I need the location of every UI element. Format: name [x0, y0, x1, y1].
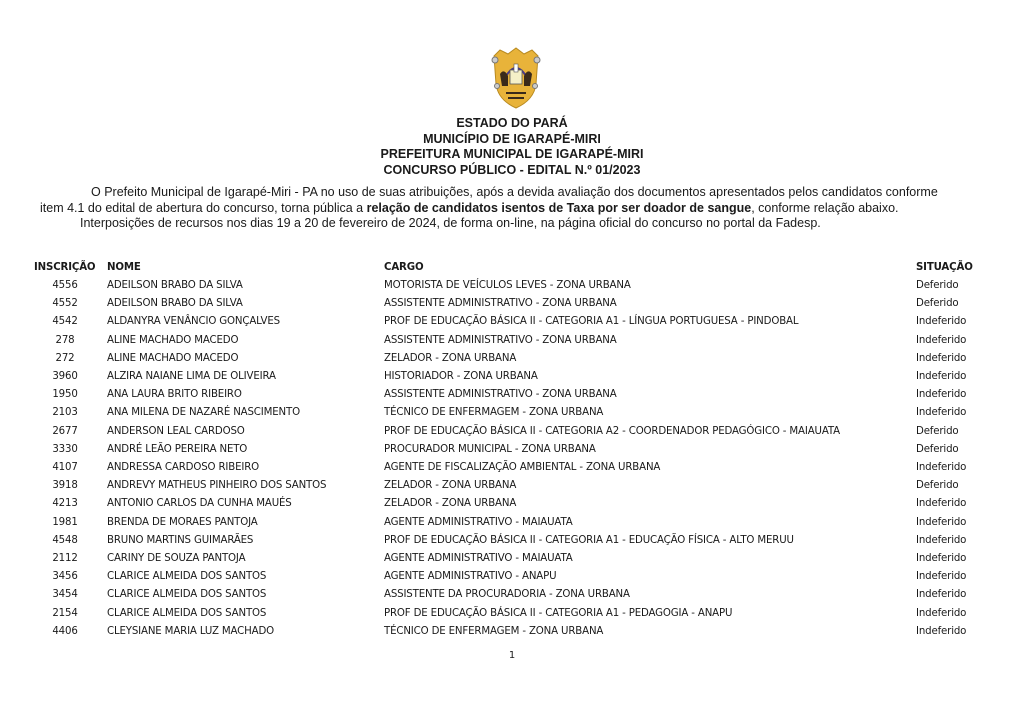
cell-situacao: Indeferido: [916, 407, 967, 419]
cell-inscricao: 3918: [52, 480, 78, 492]
table-row: [34, 371, 994, 389]
cell-inscricao: 2154: [52, 607, 78, 619]
table-row: [34, 407, 994, 425]
cell-situacao: Indeferido: [916, 462, 967, 473]
cell-nome: ADEILSON BRABO DA SILVA: [107, 280, 243, 291]
cell-situacao: Indeferido: [916, 389, 967, 401]
table-row: [34, 498, 994, 516]
cell-inscricao: 4552: [52, 298, 78, 310]
intro-line-2: [40, 201, 990, 217]
cell-inscricao: 4556: [52, 280, 78, 291]
intro-text-part: , conforme relação abaixo.: [751, 200, 899, 215]
table-row: [34, 353, 994, 371]
cell-cargo: TÉCNICO DE ENFERMAGEM - ZONA URBANA: [384, 407, 604, 419]
cell-cargo: PROF DE EDUCAÇÃO BÁSICA II - CATEGORIA A1 - EDUCAÇÃO FÍSICA - ALTO MERUU: [384, 534, 794, 546]
table-row: [34, 462, 994, 480]
cell-situacao: Indeferido: [916, 607, 967, 619]
cell-inscricao: 1950: [52, 389, 78, 401]
cell-cargo: ZELADOR - ZONA URBANA: [384, 352, 517, 364]
cell-cargo: PROCURADOR MUNICIPAL - ZONA URBANA: [384, 443, 596, 455]
col-header-inscricao: INSCRIÇÃO: [34, 262, 96, 273]
table-row: [34, 626, 994, 644]
cell-nome: CLARICE ALMEIDA DOS SANTOS: [107, 607, 267, 619]
col-header-nome: NOME: [107, 262, 141, 273]
cell-nome: ALDANYRA VENÂNCIO GONÇALVES: [107, 316, 280, 328]
cell-inscricao: 4213: [52, 498, 78, 510]
header-state: ESTADO DO PARÁ: [456, 116, 568, 130]
cell-situacao: Indeferido: [916, 352, 967, 364]
cell-cargo: AGENTE ADMINISTRATIVO - MAIAUATA: [384, 553, 573, 564]
cell-cargo: ASSISTENTE ADMINISTRATIVO - ZONA URBANA: [384, 389, 617, 401]
cell-inscricao: 4406: [52, 625, 78, 637]
cell-cargo: PROF DE EDUCAÇÃO BÁSICA II - CATEGORIA A1 - LÍNGUA PORTUGUESA - PINDOBAL: [384, 316, 799, 328]
intro-appeal-text: Interposições de recursos nos dias 19 a 20 de fevereiro de 2024, de forma on-line, na página oficial do concurso no portal da Fadesp.: [80, 216, 821, 230]
cell-situacao: Indeferido: [916, 516, 967, 528]
cell-inscricao: 3454: [52, 589, 78, 601]
cell-cargo: AGENTE ADMINISTRATIVO - ANAPU: [384, 571, 557, 583]
cell-nome: ANDRESSA CARDOSO RIBEIRO: [107, 462, 260, 473]
table-row: [34, 389, 994, 407]
cell-situacao: Indeferido: [916, 498, 967, 510]
cell-situacao: Deferido: [916, 443, 959, 455]
table-row: [34, 426, 994, 444]
cell-inscricao: 272: [55, 352, 75, 364]
cell-inscricao: 2103: [52, 407, 78, 419]
table-row: [34, 608, 994, 626]
cell-nome: ALZIRA NAIANE LIMA DE OLIVEIRA: [107, 371, 276, 382]
cell-nome: ANDREVY MATHEUS PINHEIRO DOS SANTOS: [107, 480, 327, 492]
cell-nome: ANA LAURA BRITO RIBEIRO: [107, 389, 242, 401]
cell-inscricao: 2112: [52, 553, 78, 564]
cell-cargo: AGENTE DE FISCALIZAÇÃO AMBIENTAL - ZONA URBANA: [384, 462, 661, 473]
cell-nome: ANTONIO CARLOS DA CUNHA MAUÉS: [107, 498, 292, 510]
cell-cargo: MOTORISTA DE VEÍCULOS LEVES - ZONA URBANA: [384, 280, 631, 291]
intro-text: [40, 185, 990, 232]
cell-cargo: ASSISTENTE ADMINISTRATIVO - ZONA URBANA: [384, 298, 617, 310]
cell-situacao: Indeferido: [916, 534, 967, 546]
cell-situacao: Indeferido: [916, 571, 967, 583]
intro-line-1: O Prefeito Municipal de Igarapé-Miri - PA no uso de suas atribuições, após a devida avaliação dos documentos apresentados pelos candidatos conforme: [91, 185, 938, 199]
table-row: [34, 553, 994, 571]
cell-cargo: HISTORIADOR - ZONA URBANA: [384, 371, 538, 382]
table-row: [34, 589, 994, 607]
cell-inscricao: 3456: [52, 571, 78, 583]
cell-situacao: Deferido: [916, 480, 959, 492]
cell-inscricao: 2677: [52, 425, 78, 437]
document-header: [0, 116, 1024, 178]
cell-situacao: Indeferido: [916, 334, 967, 346]
intro-bold-text: relação de candidatos isentos de Taxa por ser doador de sangue: [366, 200, 752, 215]
intro-text-part: item 4.1 do edital de abertura do concurso, torna pública a: [40, 200, 367, 215]
cell-cargo: TÉCNICO DE ENFERMAGEM - ZONA URBANA: [384, 625, 604, 637]
col-header-cargo: CARGO: [384, 262, 424, 273]
cell-cargo: ASSISTENTE DA PROCURADORIA - ZONA URBANA: [384, 589, 630, 601]
cell-nome: ALINE MACHADO MACEDO: [107, 334, 239, 346]
cell-nome: ANA MILENA DE NAZARÉ NASCIMENTO: [107, 407, 300, 419]
cell-cargo: ZELADOR - ZONA URBANA: [384, 480, 517, 492]
table-row: [34, 335, 994, 353]
cell-inscricao: 3330: [52, 443, 78, 455]
table-row: [34, 517, 994, 535]
table-row: [34, 480, 994, 498]
cell-inscricao: 4548: [52, 534, 78, 546]
cell-nome: ANDRÉ LEÃO PEREIRA NETO: [107, 443, 248, 455]
cell-situacao: Indeferido: [916, 371, 967, 382]
coat-of-arms-icon: [486, 46, 546, 112]
cell-cargo: PROF DE EDUCAÇÃO BÁSICA II - CATEGORIA A2 - COORDENADOR PEDAGÓGICO - MAIAUATA: [384, 425, 840, 437]
cell-nome: ADEILSON BRABO DA SILVA: [107, 298, 243, 310]
table-row: [34, 280, 994, 298]
cell-situacao: Deferido: [916, 280, 959, 291]
table-row: [34, 316, 994, 334]
cell-nome: CARINY DE SOUZA PANTOJA: [107, 553, 246, 564]
cell-nome: ALINE MACHADO MACEDO: [107, 352, 239, 364]
cell-cargo: PROF DE EDUCAÇÃO BÁSICA II - CATEGORIA A1 - PEDAGOGIA - ANAPU: [384, 607, 733, 619]
header-municipality: MUNICÍPIO DE IGARAPÉ-MIRI: [423, 131, 601, 146]
header-prefecture: PREFEITURA MUNICIPAL DE IGARAPÉ-MIRI: [380, 147, 644, 161]
page-number: 1: [508, 650, 516, 661]
table-row: [34, 298, 994, 316]
cell-inscricao: 1981: [52, 516, 78, 528]
table-row: [34, 444, 994, 462]
cell-situacao: Deferido: [916, 298, 959, 310]
cell-nome: BRUNO MARTINS GUIMARÃES: [107, 534, 254, 546]
cell-situacao: Indeferido: [916, 589, 967, 601]
cell-cargo: AGENTE ADMINISTRATIVO - MAIAUATA: [384, 516, 573, 528]
cell-cargo: ZELADOR - ZONA URBANA: [384, 498, 517, 510]
table-header-row: [34, 262, 994, 280]
cell-situacao: Deferido: [916, 425, 959, 437]
col-header-situacao: SITUAÇÃO: [916, 262, 973, 273]
cell-nome: BRENDA DE MORAES PANTOJA: [107, 516, 258, 528]
cell-inscricao: 278: [55, 334, 75, 346]
cell-situacao: Indeferido: [916, 625, 967, 637]
cell-situacao: Indeferido: [916, 553, 967, 564]
cell-inscricao: 3960: [52, 371, 78, 382]
table-row: [34, 571, 994, 589]
cell-nome: CLARICE ALMEIDA DOS SANTOS: [107, 571, 267, 583]
cell-inscricao: 4107: [52, 462, 78, 473]
cell-situacao: Indeferido: [916, 316, 967, 328]
cell-inscricao: 4542: [52, 316, 78, 328]
table-row: [34, 535, 994, 553]
cell-nome: CLEYSIANE MARIA LUZ MACHADO: [107, 625, 275, 637]
cell-nome: CLARICE ALMEIDA DOS SANTOS: [107, 589, 267, 601]
header-edital: CONCURSO PÚBLICO - EDITAL N.º 01/2023: [383, 162, 641, 177]
cell-cargo: ASSISTENTE ADMINISTRATIVO - ZONA URBANA: [384, 334, 617, 346]
cell-nome: ANDERSON LEAL CARDOSO: [107, 425, 245, 437]
